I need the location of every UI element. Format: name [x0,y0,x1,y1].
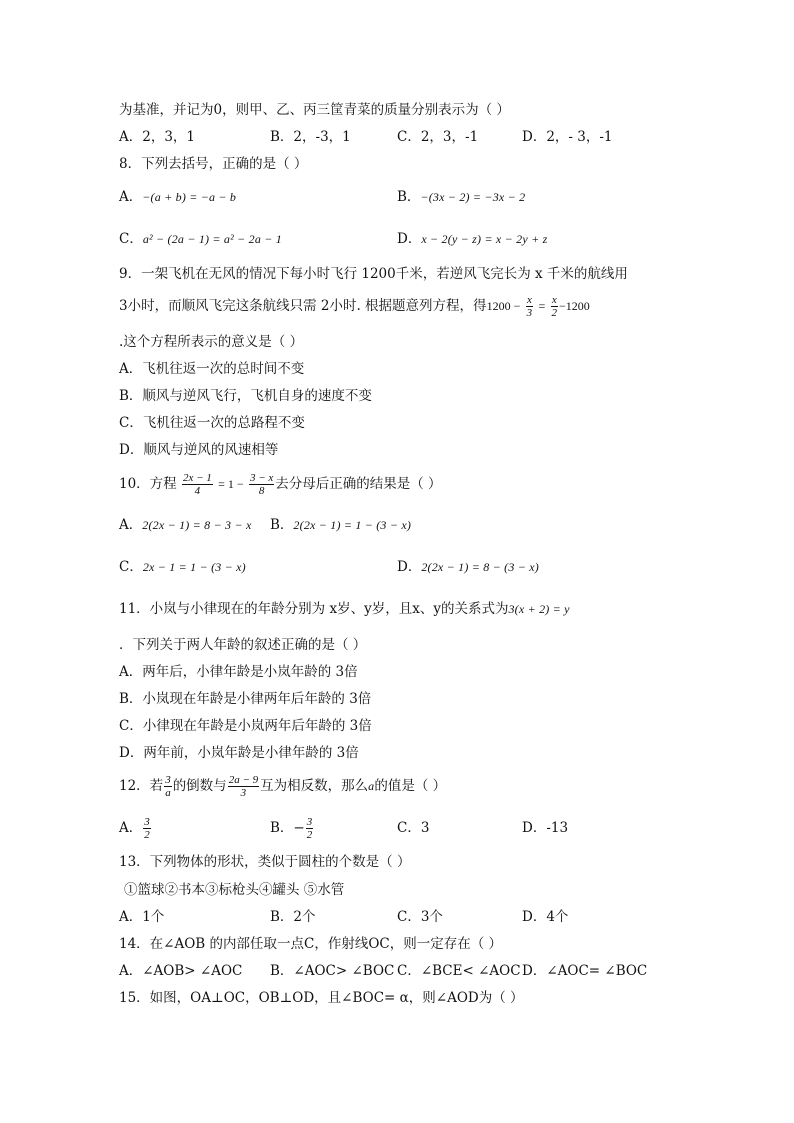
q9-fraction-1 [526,294,534,319]
q12-frac1-den: a [165,787,171,799]
q13-stem: 13．下列物体的形状，类似于圆柱的个数是（ ） [119,854,411,870]
q12-stem-suffix-a: 互为相反数，那么 [260,778,369,794]
q13-option-c: C．3个 [397,909,443,925]
q10-option-d [397,558,539,576]
q10-frac1-den: 4 [194,485,201,497]
q12-stem-mid: 的倒数与 [172,778,227,794]
q12-fraction-2 [228,774,259,799]
q10-stem [119,470,442,498]
q12-stem [119,772,446,800]
q13-option-d: D．4个 [522,909,569,925]
q9-fraction-2 [551,294,559,319]
q13-items: ①篮球②书本③标枪头④罐头 ⑤水管 [124,882,345,898]
q13-option-a: A．1个 [119,909,165,925]
q9-option-d: D．顺风与逆风的风速相等 [119,442,279,458]
q12-option-a-den: 2 [144,829,150,841]
q15-stem: 15．如图，OA⊥OC，OB⊥OD，且∠BOC= α，则∠AOD为（ ） [119,990,524,1006]
q9-option-a: A．飞机往返一次的总时间不变 [119,361,305,377]
q9-stem-line1: 9．一架飞机在无风的情况下每小时飞行 1200千米，若逆风飞完长为 x 千米的航线用 [119,266,628,282]
q10-option-d-label: D． [397,559,422,575]
q8-stem: 8．下列去括号，正确的是（ ） [119,156,308,172]
q9-eq-mid: = [538,299,546,313]
q12-stem-prefix: 12．若 [119,778,164,794]
q12-option-a [119,814,152,842]
q12-option-b-label: B．− [270,820,305,836]
q14-option-b: B．∠AOC> ∠BOC [270,963,395,979]
q11-stem-line1-text: 11．小岚与小律现在的年龄分别为 x岁、y岁，且x、y的关系式为 [119,601,509,617]
q12-option-c: C．3 [397,820,430,836]
q9-frac1-den: 3 [526,307,533,319]
q12-fraction-1 [164,774,172,799]
q12-option-a-fraction [143,816,151,841]
q12-frac2-den: 3 [240,787,247,799]
q12-option-a-label: A． [119,820,143,836]
q8-option-b [397,188,525,206]
q10-frac2-num: 3 − x [249,472,274,484]
q9-eq-left: 1200 − [486,299,521,313]
q10-option-a [119,516,252,534]
q9-option-c: C．飞机往返一次的总路程不变 [119,415,305,431]
q10-frac1-num: 2x − 1 [182,472,212,484]
q10-option-b-label: B． [270,517,294,533]
q7-stem-tail: 为基准，并记为0，则甲、乙、丙三筐青菜的质量分别表示为（ ） [119,102,510,118]
q8-option-c [119,230,282,248]
q11-stem-line2: ．下列关于两人年龄的叙述正确的是（ ） [119,637,367,653]
q10-option-d-math: 2(2x − 1) = 8 − (3 − x) [421,560,539,574]
q10-frac2-den: 8 [258,485,265,497]
q11-option-d: D．两年前，小岚年龄是小律年龄的 3倍 [119,745,359,761]
q8-option-a-math: −(a + b) = −a − b [142,190,237,204]
q12-stem-var: a [368,779,375,793]
q8-option-c-label: C． [119,231,143,247]
q10-stem-prefix: 10．方程 [119,476,177,492]
q9-stem-line2-text: 3小时，而顺风飞完这条航线只需 2小时. 根据题意列方程，得 [119,298,487,314]
q12-frac2-num: 2a − 9 [228,774,259,786]
q9-frac1-num: x [526,294,532,306]
q8-option-d-label: D． [397,231,422,247]
q10-option-b-math: 2(2x − 1) = 1 − (3 − x) [293,518,412,532]
q9-stem-line3: .这个方程所表示的意义是（ ） [119,334,304,350]
q10-option-c-label: C． [119,559,143,575]
q11-stem-line1 [119,600,570,618]
q8-option-d [397,230,547,248]
q8-option-a-label: A． [119,189,143,205]
q14-option-c: C．∠BCE< ∠AOC [397,963,521,979]
q10-eq-mid: = 1 − [218,477,244,491]
q8-option-b-label: B． [397,189,421,205]
q7-option-d: D．2，- 3，-1 [522,129,613,145]
q9-stem-line2 [119,292,590,320]
q14-stem: 14．在∠AOB 的内部任取一点C，作射线OC，则一定存在（ ） [119,936,503,952]
q10-fraction-2 [249,472,274,497]
q8-option-c-math: a² − (2a − 1) = a² − 2a − 1 [142,232,282,246]
q12-stem-suffix-b: 的值是（ ） [374,778,447,794]
q14-option-a: A．∠AOB> ∠AOC [119,963,243,979]
q9-eq-right: −1200 [559,299,590,313]
q12-option-b-num: 3 [306,816,313,828]
q8-option-b-math: −(3x − 2) = −3x − 2 [420,190,526,204]
q8-option-a [119,188,236,206]
q10-option-c-math: 2x − 1 = 1 − (3 − x) [142,560,246,574]
q10-option-a-label: A． [119,517,143,533]
q7-option-a: A．2，3，1 [119,129,196,145]
q9-option-b: B．顺风与逆风飞行，飞机自身的速度不变 [119,388,372,404]
q11-option-b: B．小岚现在年龄是小律两年后年龄的 3倍 [119,691,372,707]
q7-option-c: C．2，3，-1 [397,129,479,145]
q12-option-b-den: 2 [306,829,313,841]
q7-option-b: B．2，-3，1 [270,129,351,145]
q10-option-a-math: 2(2x − 1) = 8 − 3 − x [142,518,252,532]
q11-option-a: A．两年后，小律年龄是小岚年龄的 3倍 [119,664,358,680]
q11-stem-line1-math: 3(x + 2) = y [508,602,570,616]
q10-fraction-1 [182,472,213,497]
q12-frac1-num: 3 [165,774,171,786]
q10-option-b [270,516,411,534]
q10-stem-suffix: 去分母后正确的结果是（ ） [275,476,442,492]
q12-option-d: D．-13 [522,820,569,836]
q14-option-d: D．∠AOC= ∠BOC [522,963,648,979]
q8-option-d-math: x − 2(y − z) = x − 2y + z [421,232,548,246]
q10-option-c [119,558,246,576]
q12-option-a-num: 3 [144,816,150,828]
q9-frac2-den: 2 [551,307,558,319]
q12-option-b [270,814,314,842]
q9-frac2-num: x [551,294,557,306]
q12-option-b-fraction [306,816,314,841]
q13-option-b: B．2个 [270,909,316,925]
q11-option-c: C．小律现在年龄是小岚两年后年龄的 3倍 [119,718,372,734]
